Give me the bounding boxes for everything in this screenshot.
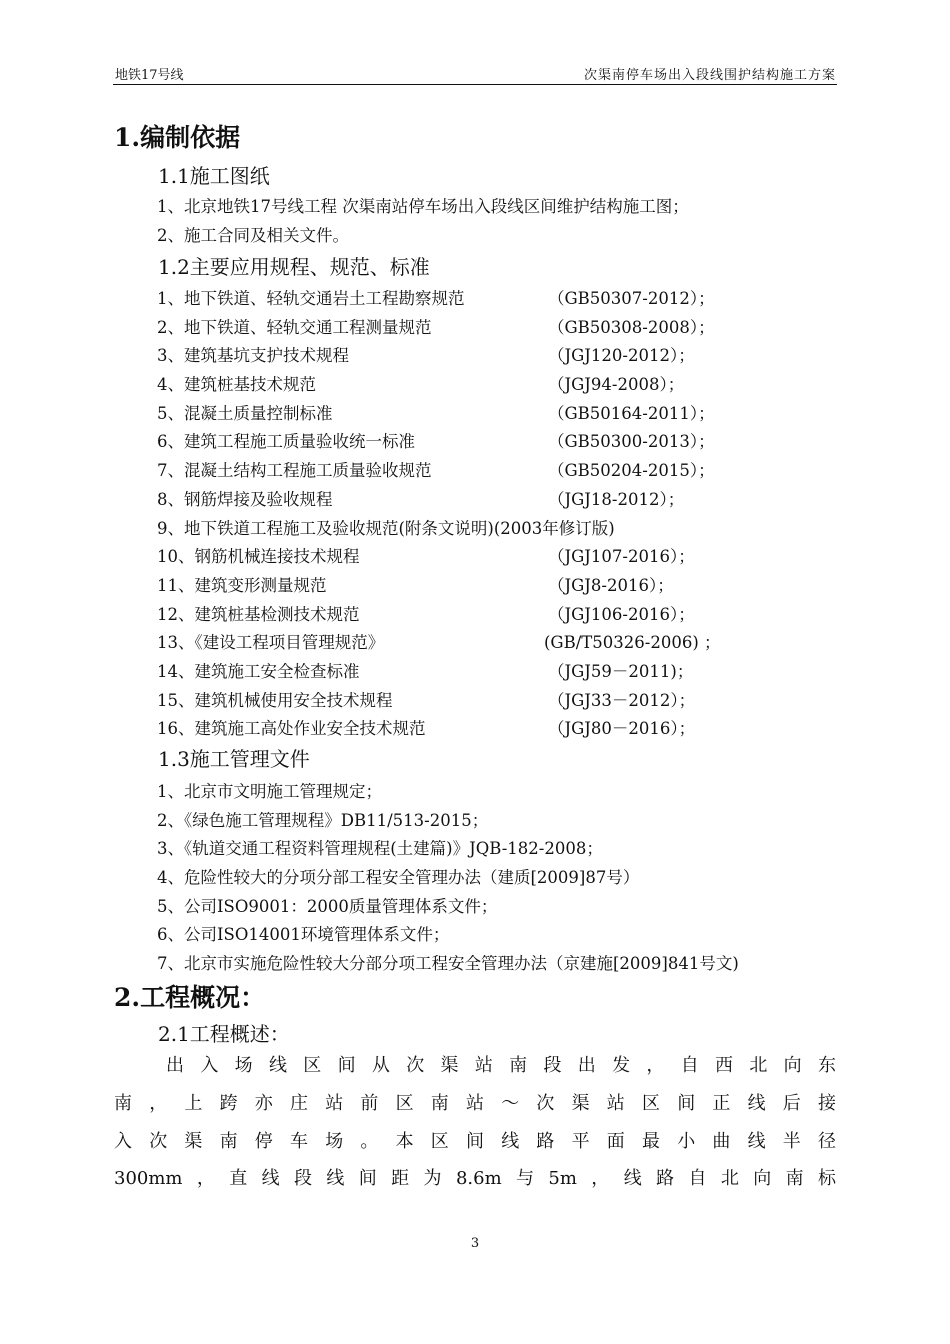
standard-item-name: 16、建筑施工高处作业安全技术规范 bbox=[157, 719, 426, 738]
standard-item-code: （JGJ120-2012）； bbox=[548, 346, 695, 365]
standard-item-name: 10、钢筋机械连接技术规程 bbox=[157, 547, 360, 566]
standard-item-code: （GB50300-2013）； bbox=[548, 432, 715, 451]
standard-item-code: （JGJ94-2008）； bbox=[548, 375, 685, 394]
overview-paragraph-line: 入次渠南停车场。本区间线路平面最小曲线半径 bbox=[114, 1131, 836, 1152]
standard-item-name: 7、混凝土结构工程施工质量验收规范 bbox=[157, 461, 432, 480]
standard-item-name: 2、地下铁道、轻轨交通工程测量规范 bbox=[157, 318, 432, 337]
standard-item-code: （JGJ8-2016）； bbox=[548, 576, 674, 595]
management-doc-item: 4、危险性较大的分项分部工程安全管理办法（建质[2009]87号） bbox=[157, 868, 640, 887]
standard-item-name: 14、建筑施工安全检查标准 bbox=[157, 662, 360, 681]
page-number: 3 bbox=[470, 1236, 480, 1251]
standard-item-code: （JGJ33－2012）； bbox=[548, 691, 696, 710]
standard-item-name: 3、建筑基坑支护技术规程 bbox=[157, 346, 349, 365]
management-doc-item: 3、《轨道交通工程资料管理规程(土建篇)》JQB-182-2008； bbox=[157, 839, 603, 858]
standard-item-code: （JGJ80－2016）； bbox=[548, 719, 696, 738]
standard-item-name: 1、地下铁道、轻轨交通岩土工程勘察规范 bbox=[157, 289, 465, 308]
section-1-heading: 1.编制依据 bbox=[114, 123, 241, 152]
standard-item-code: （JGJ59－2011)； bbox=[548, 662, 694, 681]
drawing-item-2: 2、施工合同及相关文件。 bbox=[157, 226, 349, 245]
management-doc-item: 5、公司ISO9001：2000质量管理体系文件； bbox=[157, 897, 498, 916]
standard-item-name: 8、钢筋焊接及验收规程 bbox=[157, 490, 333, 509]
standard-item-code: （GB50204-2015）； bbox=[548, 461, 715, 480]
section-2-heading: 2.工程概况： bbox=[114, 983, 266, 1012]
management-doc-item: 1、北京市文明施工管理规定； bbox=[157, 782, 382, 801]
standard-item-name: 5、混凝土质量控制标准 bbox=[157, 404, 333, 423]
standard-item-name: 4、建筑桩基技术规范 bbox=[157, 375, 316, 394]
standard-item-code: （GB50307-2012）； bbox=[548, 289, 715, 308]
subsection-2-1-heading: 2.1工程概述： bbox=[158, 1022, 290, 1046]
standard-item-code: （JGJ106-2016）； bbox=[548, 605, 695, 624]
standard-item-code: （JGJ107-2016）； bbox=[548, 547, 695, 566]
standard-item-name: 11、建筑变形测量规范 bbox=[157, 576, 327, 595]
header-right: 次渠南停车场出入段线围护结构施工方案 bbox=[583, 68, 836, 83]
drawing-item-1: 1、北京地铁17号线工程 次渠南站停车场出入段线区间维护结构施工图； bbox=[157, 197, 689, 216]
management-doc-item: 6、公司ISO14001环境管理体系文件； bbox=[157, 925, 450, 944]
standard-item-name: 6、建筑工程施工质量验收统一标准 bbox=[157, 432, 415, 451]
management-doc-item: 7、北京市实施危险性较大分部分项工程安全管理办法（京建施[2009]841号文) bbox=[157, 954, 739, 973]
subsection-1-2-heading: 1.2主要应用规程、规范、标准 bbox=[158, 255, 430, 279]
standard-item-code: （GB50308-2008）； bbox=[548, 318, 715, 337]
standard-item-code: (GB/T50326-2006) ； bbox=[544, 633, 721, 652]
standard-item-name: 15、建筑机械使用安全技术规程 bbox=[157, 691, 393, 710]
header-left: 地铁17号线 bbox=[115, 68, 184, 83]
overview-paragraph-line: 南，上跨亦庄站前区南站～次渠站区间正线后接 bbox=[114, 1093, 836, 1114]
standard-item-name: 12、建筑桩基检测技术规范 bbox=[157, 605, 360, 624]
standard-item-code: （GB50164-2011）； bbox=[548, 404, 715, 423]
subsection-1-1-heading: 1.1施工图纸 bbox=[158, 164, 270, 188]
subsection-1-3-heading: 1.3施工管理文件 bbox=[158, 747, 310, 771]
standard-item-name: 9、地下铁道工程施工及验收规范(附条文说明)(2003年修订版) bbox=[157, 519, 615, 538]
standard-item-name: 13、《建设工程项目管理规范》 bbox=[157, 633, 385, 652]
overview-paragraph-line: 出入场线区间从次渠站南段出发，自西北向东 bbox=[166, 1055, 836, 1076]
header-divider bbox=[113, 84, 837, 85]
standard-item-code: （JGJ18-2012）； bbox=[548, 490, 685, 509]
management-doc-item: 2、《绿色施工管理规程》DB11/513-2015； bbox=[157, 811, 489, 830]
overview-paragraph-line: 300mm，直线段线间距为8.6m与5m，线路自北向南标 bbox=[114, 1168, 836, 1189]
